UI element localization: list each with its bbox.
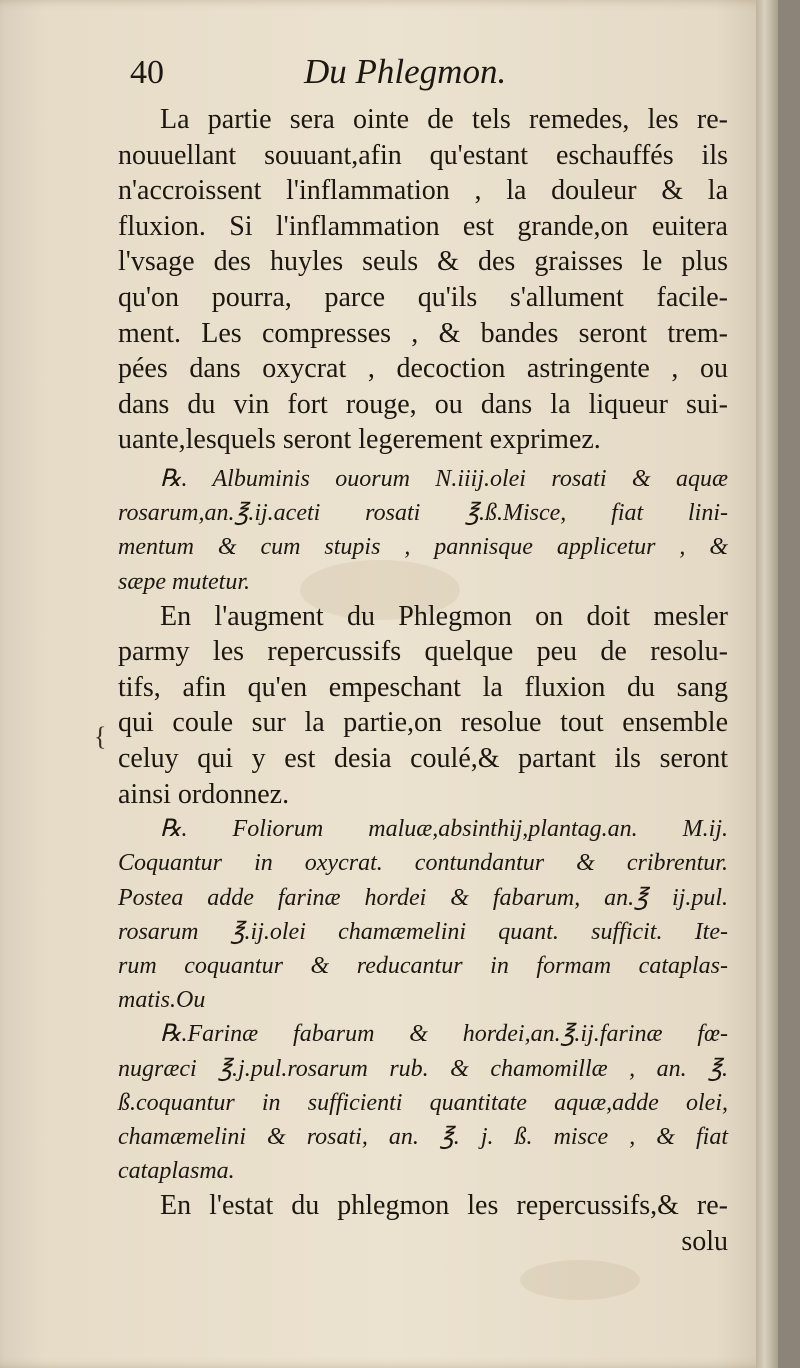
text-line: ment. Les compresses , & bandes seront trem- — [118, 317, 728, 349]
recipe-line: nugræci ℥.j.pul.rosarum rub. & chamomillæ , an. ℥. — [118, 1055, 728, 1082]
recipe-line: matis.Ou — [118, 987, 206, 1014]
text-line: qu'on pourra, parce qu'ils s'allument facile- — [118, 281, 728, 313]
running-title: Du Phlegmon. — [304, 52, 507, 91]
text-line: En l'estat du phlegmon les repercussifs,& re- — [160, 1190, 728, 1222]
recipe-line: Coquantur in oxycrat. contundantur & cribrentur. — [118, 850, 728, 877]
recipe-line: chamæmelini & rosati, an. ℥. j. ß. misce , & fiat — [118, 1123, 728, 1150]
text-line: parmy les repercussifs quelque peu de resolu- — [118, 636, 728, 668]
text-line: fluxion. Si l'inflammation est grande,on euitera — [118, 210, 728, 242]
text-line: dans du vin fort rouge, ou dans la liqueur sui- — [118, 388, 728, 420]
recipe-line: rum coquantur & reducantur in formam cataplas- — [118, 953, 728, 979]
recipe-line: mentum & cum stupis , pannisque applicetur , & — [118, 534, 728, 561]
text-line: celuy qui y est desia coulé,& partant ils seront — [118, 743, 728, 775]
text-line: En l'augment du Phlegmon on doit mesler — [160, 600, 728, 632]
recipe-line: Postea adde farinæ hordei & fabarum, an.℥ ij.pul. — [118, 884, 728, 911]
page-number: 40 — [130, 54, 164, 91]
text-line: ainsi ordonnez. — [118, 778, 290, 810]
recipe-line: cataplasma. — [118, 1158, 235, 1185]
recipe-line: ℞. Albuminis ouorum N.iiij.olei rosati & aquæ — [160, 465, 728, 492]
recipe-line: ℞. Foliorum maluæ,absinthij,plantag.an. M.ij. — [160, 816, 728, 843]
text-line: qui coule sur la partie,on resolue tout ensemble — [118, 707, 728, 739]
text-line: n'accroissent l'inflammation , la douleur & la — [118, 175, 728, 207]
text-line: nouuellant souuant,afin qu'estant eschauffés ils — [118, 139, 728, 171]
page-header — [130, 52, 730, 102]
page-edge — [756, 0, 778, 1368]
recipe-line: ß.coquantur in sufficienti quantitate aquæ,adde olei, — [118, 1089, 728, 1116]
margin-mark: { — [94, 722, 107, 751]
recipe-line: sæpe mutetur. — [118, 568, 250, 595]
paper-stain — [520, 1260, 640, 1300]
recipe-line: ℞.Farinæ fabarum & hordei,an.℥.ij.farinæ fœ- — [160, 1021, 728, 1048]
page-text — [118, 102, 728, 1260]
catchword: solu — [681, 1225, 728, 1257]
text-line: uante,lesquels seront legerement exprimez. — [118, 424, 601, 456]
text-line: l'vsage des huyles seuls & des graisses le plus — [118, 246, 728, 278]
text-line: La partie sera ointe de tels remedes, les re- — [160, 104, 728, 135]
recipe-line: rosarum,an.℥.ij.aceti rosati ℥.ß.Misce, fiat lini- — [118, 500, 728, 527]
recipe-line: rosarum ℥.ij.olei chamæmelini quant. sufficit. Ite- — [118, 918, 728, 945]
text-line: tifs, afin qu'en empeschant la fluxion du sang — [118, 671, 728, 703]
text-line: pées dans oxycrat , decoction astringente , ou — [118, 353, 728, 385]
